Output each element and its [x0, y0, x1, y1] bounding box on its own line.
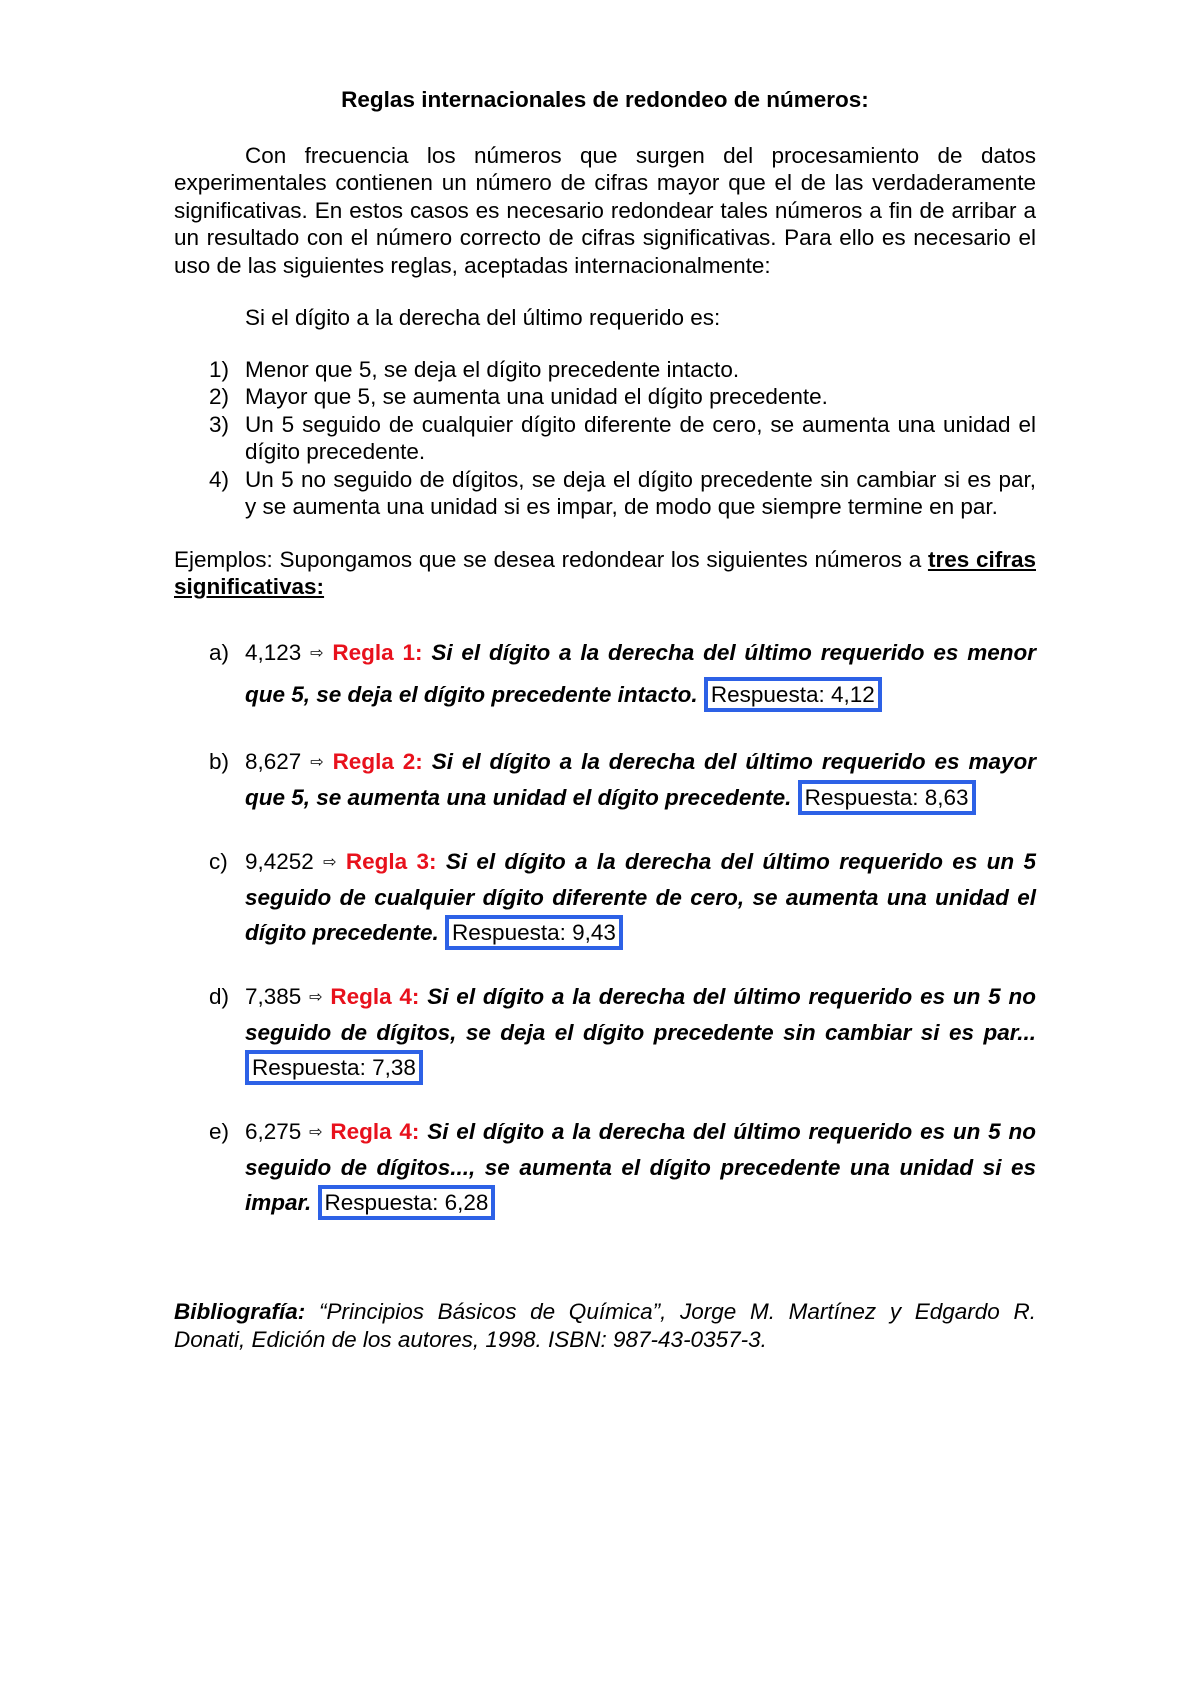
answer-box: Respuesta: 8,63	[798, 780, 976, 815]
rule-number: 1)	[209, 356, 230, 382]
arrow-icon: ⇨	[309, 986, 323, 1006]
rule-number: 4)	[209, 466, 230, 492]
rule-number: 3)	[209, 411, 230, 437]
bibliography	[174, 1298, 1036, 1354]
bibliography-label: Bibliografía:	[174, 1298, 306, 1324]
example-letter: e)	[209, 1118, 230, 1144]
examples-intro	[174, 546, 1036, 601]
example-letter: a)	[209, 639, 230, 665]
rule-text: Mayor que 5, se aumenta una unidad el dígito precedente.	[245, 384, 828, 409]
example-rule-text: Si el dígito a la derecha del último requerido es menor que 5, se deja el dígito precedente intacto.	[245, 639, 1036, 707]
intro-paragraph: Con frecuencia los números que surgen del procesamiento de datos experimentales contienen un número de cifras mayor que el de las verdaderamente significativas. En estos casos es necesario redondear tales números a fin de arribar a un resultado con el número correcto de cifras significativas. Para ello es necesario el uso de las siguientes reglas, aceptadas internacionalmente:	[174, 142, 1036, 278]
example-letter: d)	[209, 983, 230, 1009]
rule-item	[174, 411, 1036, 466]
rule-item	[174, 466, 1036, 521]
rule-text: Un 5 no seguido de dígitos, se deja el dígito precedente sin cambiar si es par, y se aumenta una unidad si es impar, de modo que siempre termine en par.	[245, 466, 1036, 519]
example-number: 8,627	[245, 748, 302, 774]
answer-box: Respuesta: 9,43	[445, 915, 623, 950]
rules-lead: Si el dígito a la derecha del último requerido es:	[245, 305, 721, 330]
rule-label: Regla 2:	[332, 748, 423, 774]
example-number: 4,123	[245, 639, 302, 665]
example-number: 7,385	[245, 983, 302, 1009]
arrow-icon: ⇨	[309, 1121, 323, 1141]
rule-label: Regla 4:	[330, 983, 420, 1009]
document-title: Reglas internacionales de redondeo de números:	[341, 87, 869, 112]
rule-label: Regla 3:	[345, 848, 437, 874]
document-page	[174, 86, 1036, 1376]
rule-item	[174, 356, 1036, 384]
example-number: 9,4252	[245, 848, 314, 874]
answer-box: Respuesta: 7,38	[245, 1050, 423, 1085]
bibliography-text: “Principios Básicos de Química”, Jorge M. Martínez y Edgardo R. Donati, Edición de los autores, 1998. ISBN: 987-43-0357-3.	[174, 1298, 1036, 1352]
arrow-icon: ⇨	[323, 851, 337, 871]
example-item	[174, 980, 1036, 1085]
examples-intro-emphasis: tres cifras significativas:	[174, 546, 1036, 599]
rule-number: 2)	[209, 384, 230, 409]
example-item	[174, 633, 1036, 715]
example-rule-text: Si el dígito a la derecha del último requerido es un 5 no seguido de dígitos..., se aumenta el dígito precedente una unidad si es impar.	[245, 1118, 1036, 1215]
examples-intro-text: Ejemplos: Supongamos que se desea redondear los siguientes números a	[174, 546, 928, 572]
rule-text: Un 5 seguido de cualquier dígito diferente de cero, se aumenta una unidad el dígito precedente.	[245, 411, 1036, 464]
answer-box: Respuesta: 4,12	[704, 677, 882, 712]
example-number: 6,275	[245, 1118, 302, 1144]
example-rule-text: Si el dígito a la derecha del último requerido es mayor que 5, se aumenta una unidad el dígito precedente.	[245, 748, 1036, 810]
rule-label: Regla 1:	[332, 639, 423, 665]
arrow-icon: ⇨	[310, 751, 324, 771]
rule-item	[174, 383, 1036, 411]
rules-list	[174, 356, 1036, 521]
example-rule-text: Si el dígito a la derecha del último requerido es un 5 no seguido de dígitos, se deja el dígito precedente sin cambiar si es par...	[245, 983, 1036, 1045]
example-letter: b)	[209, 748, 230, 774]
rule-label: Regla 4:	[330, 1118, 420, 1144]
example-letter: c)	[209, 848, 228, 874]
example-rule-text: Si el dígito a la derecha del último requerido es un 5 seguido de cualquier dígito diferente de cero, se aumenta una unidad el dígito precedente.	[245, 848, 1036, 945]
answer-box: Respuesta: 6,28	[318, 1185, 496, 1220]
example-item	[174, 1115, 1036, 1220]
example-item	[174, 845, 1036, 950]
example-item	[174, 745, 1036, 815]
arrow-icon: ⇨	[310, 642, 324, 662]
rule-text: Menor que 5, se deja el dígito precedente intacto.	[245, 356, 740, 382]
